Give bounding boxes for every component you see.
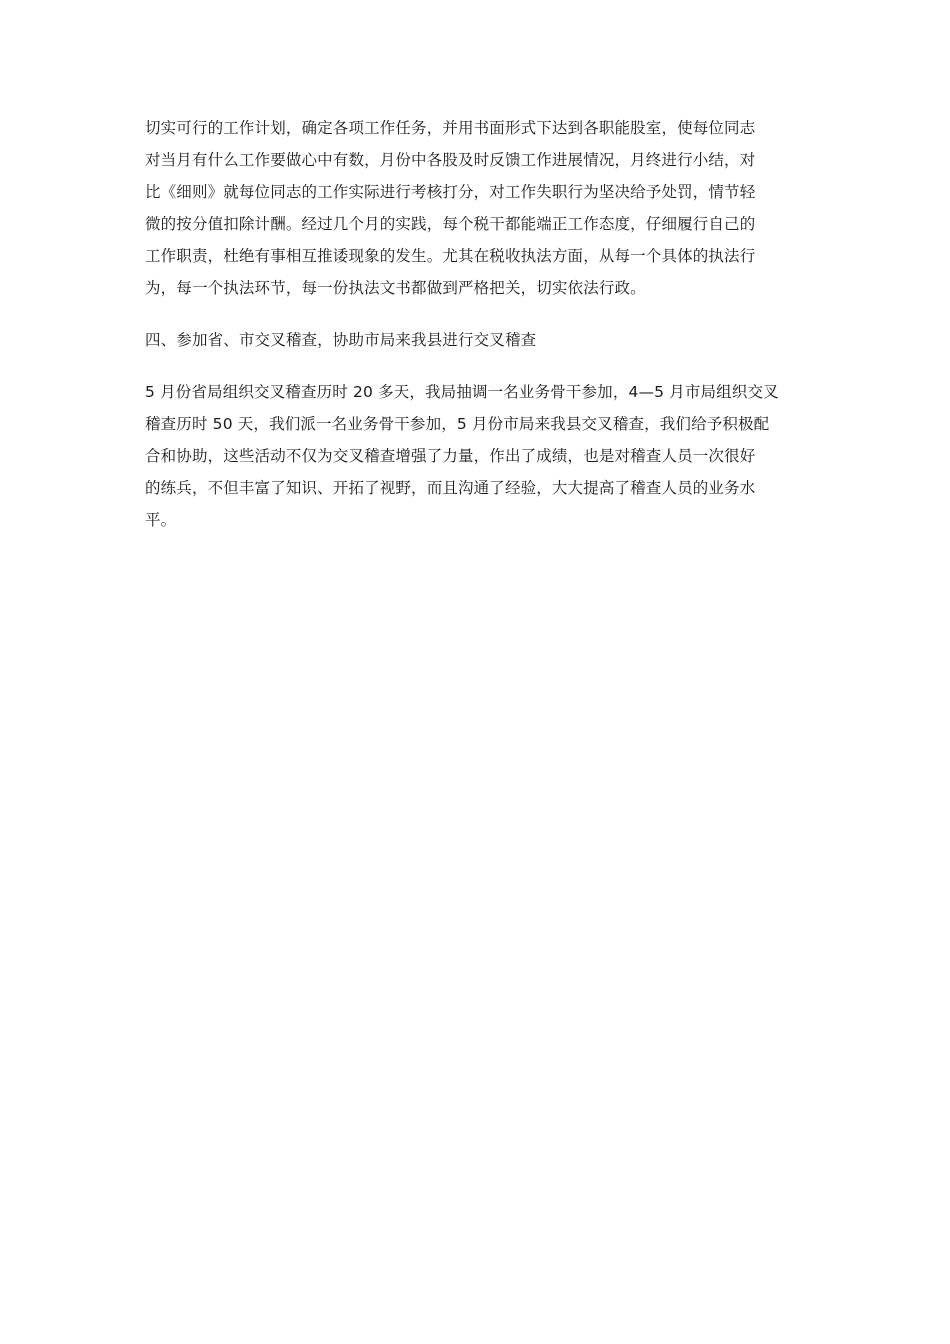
document-body	[145, 112, 807, 536]
section-heading-cross-inspection: 四、参加省、市交叉稽查，协助市局来我县进行交叉稽查	[145, 331, 537, 349]
paragraph-cross-inspection: 5 月份省局组织交叉稽查历时 20 多天，我局抽调一名业务骨干参加，4—5 月市局组织交叉 稽查历时 50 天，我们派一名业务骨干参加，5 月份市局来我县交叉稽查，我们给予积极配 合和协助，这些活动不仅为交叉稽查增强了力量，作出了成绩，也是对稽查人员一次很好 的练兵，不但丰富了知识、开拓了视野，而且沟通了经验，大大提高了稽查人员的业务水 平。	[145, 383, 779, 529]
paragraph-work-plan: 切实可行的工作计划，确定各项工作任务，并用书面形式下达到各职能股室，使每位同志 对当月有什么工作要做心中有数，月份中各股及时反馈工作进展情况，月终进行小结，对 比《细则》就每位同志的工作实际进行考核打分，对工作失职行为坚决给予处罚，情节轻 微的按分值扣除计酬。经过几个月的实践，每个税干都能端正工作态度，仔细履行自己的 工作职责，杜绝有事相互推诿现象的发生。尤其在税收执法方面，从每一个具体的执法行 为，每一个执法环节，每一份执法文书都做到严格把关，切实依法行政。	[145, 119, 756, 297]
